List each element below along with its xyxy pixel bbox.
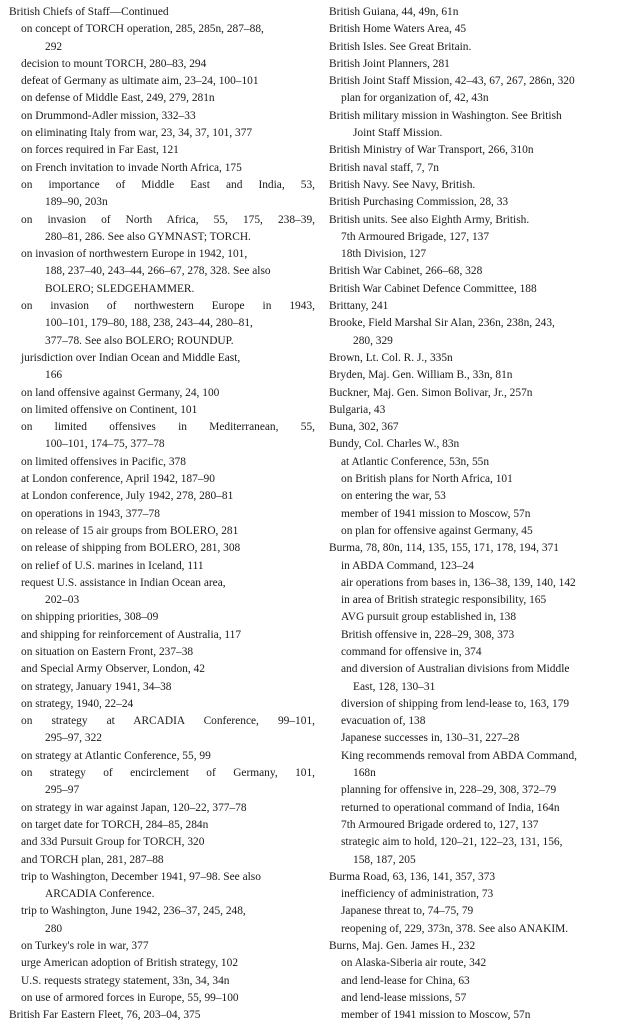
index-subentry: U.S. requests strategy statement, 33n, 34, 34n: [21, 974, 230, 987]
index-heading-entry: British War Cabinet Defence Committee, 188: [329, 282, 537, 295]
index-subentry: on limited offensives in Pacific, 378: [21, 455, 186, 468]
index-subentry: on Turkey's role in war, 377: [21, 940, 149, 953]
index-heading-entry: Brown, Lt. Col. R. J., 335n: [329, 351, 453, 364]
index-heading-entry: British Home Waters Area, 45: [329, 23, 467, 36]
index-subentry: reopening of, 229, 373n, 378. See also ANAKIM.: [341, 922, 569, 935]
index-subentry: on situation on Eastern Front, 237–38: [21, 645, 194, 658]
index-subentry: on strategy of encirclement of Germany, 101,: [21, 767, 315, 780]
index-subentry: on invasion of northwestern Europe in 1943,: [21, 300, 315, 313]
index-heading-entry: Buckner, Maj. Gen. Simon Bolivar, Jr., 257n: [329, 386, 533, 399]
index-subentry: evacuation of, 138: [341, 715, 426, 728]
index-subentry: on strategy at ARCADIA Conference, 99–101,: [21, 715, 315, 728]
index-subentry: defeat of Germany as ultimate aim, 23–24, 100–101: [21, 75, 259, 88]
index-subentry: Joint Staff Mission.: [353, 127, 443, 140]
index-subentry: BOLERO; SLEDGEHAMMER.: [45, 282, 195, 295]
index-subentry: at London conference, April 1942, 187–90: [21, 473, 215, 486]
index-heading-entry: British Joint Planners, 281: [329, 57, 450, 70]
index-subentry: trip to Washington, June 1942, 236–37, 245, 248,: [21, 905, 246, 918]
index-heading-entry: Brittany, 241: [329, 300, 389, 313]
index-subentry: 166: [45, 369, 63, 382]
index-subentry: on shipping priorities, 308–09: [21, 611, 159, 624]
index-subentry: trip to Washington, December 1941, 97–98. See also: [21, 870, 261, 883]
index-subentry: on strategy at Atlantic Conference, 55, 99: [21, 749, 211, 762]
index-subentry: on importance of Middle East and India, 53,: [21, 178, 315, 191]
index-subentry: air operations from bases in, 136–38, 139, 140, 142: [341, 576, 576, 589]
index-subentry: jurisdiction over Indian Ocean and Middle East,: [21, 351, 241, 364]
index-heading-entry: British Purchasing Commission, 28, 33: [329, 196, 509, 209]
index-heading-entry: Bundy, Col. Charles W., 83n: [329, 438, 460, 451]
index-subentry: and lend-lease missions, 57: [341, 991, 467, 1004]
index-subentry: on defense of Middle East, 249, 279, 281n: [21, 92, 215, 105]
index-heading-entry: British Far Eastern Fleet, 76, 203–04, 375: [9, 1009, 201, 1022]
index-heading-entry: Buna, 302, 367: [329, 421, 399, 434]
index-subentry: inefficiency of administration, 73: [341, 888, 494, 901]
index-subentry: urge American adoption of British strategy, 102: [21, 957, 239, 970]
index-heading-entry: Burma Road, 63, 136, 141, 357, 373: [329, 870, 496, 883]
index-subentry: on Alaska-Siberia air route, 342: [341, 957, 487, 970]
index-subentry: on forces required in Far East, 121: [21, 144, 179, 157]
index-subentry: 7th Armoured Brigade, 127, 137: [341, 230, 490, 243]
index-subentry: decision to mount TORCH, 280–83, 294: [21, 57, 207, 70]
index-subentry: returned to operational command of India, 164n: [341, 801, 560, 814]
index-subentry: in ABDA Command, 123–24: [341, 559, 474, 572]
index-subentry: member of 1941 mission to Moscow, 57n: [341, 1009, 531, 1022]
index-subentry: on invasion of northwestern Europe in 1942, 101,: [21, 248, 248, 261]
index-heading-entry: British Chiefs of Staff—Continued: [9, 6, 169, 18]
index-subentry: on Drummond-Adler mission, 332–33: [21, 109, 196, 122]
index-subentry: at London conference, July 1942, 278, 280–81: [21, 490, 234, 503]
index-heading-entry: Burns, Maj. Gen. James H., 232: [329, 940, 476, 953]
index-subentry: on invasion of North Africa, 55, 175, 238–39,: [21, 213, 315, 226]
index-heading-entry: Bryden, Maj. Gen. William B., 33n, 81n: [329, 369, 513, 382]
index-heading-entry: Burma, 78, 80n, 114, 135, 155, 171, 178, 194, 371: [329, 542, 559, 555]
index-subentry: 295–97, 322: [45, 732, 102, 745]
index-heading-entry: Bulgaria, 43: [329, 403, 386, 416]
index-heading-entry: British Guiana, 44, 49n, 61n: [329, 6, 459, 18]
index-subentry: AVG pursuit group established in, 138: [341, 611, 517, 624]
index-subentry: and shipping for reinforcement of Australia, 117: [21, 628, 242, 641]
index-subentry: plan for organization of, 42, 43n: [341, 92, 489, 105]
index-subentry: on eliminating Italy from war, 23, 34, 37, 101, 377: [21, 127, 253, 140]
index-subentry: 188, 237–40, 243–44, 266–67, 278, 328. See also: [45, 265, 271, 278]
index-heading-entry: Brooke, Field Marshal Sir Alan, 236n, 238n, 243,: [329, 317, 555, 330]
index-subentry: Japanese threat to, 74–75, 79: [341, 905, 474, 918]
index-heading-entry: British military mission in Washington. See British: [329, 109, 562, 122]
index-subentry: on release of shipping from BOLERO, 281, 308: [21, 542, 241, 555]
index-heading-entry: British War Cabinet, 266–68, 328: [329, 265, 483, 278]
index-subentry: Japanese successes in, 130–31, 227–28: [341, 732, 520, 745]
index-heading-entry: British Joint Staff Mission, 42–43, 67, 267, 286n, 320: [329, 75, 575, 88]
index-subentry: request U.S. assistance in Indian Ocean area,: [21, 576, 226, 589]
index-subentry: on release of 15 air groups from BOLERO, 281: [21, 524, 239, 537]
index-subentry: 100–101, 174–75, 377–78: [45, 438, 165, 451]
index-subentry: in area of British strategic responsibility, 165: [341, 594, 547, 607]
index-subentry: member of 1941 mission to Moscow, 57n: [341, 507, 531, 520]
index-subentry: 168n: [353, 767, 376, 780]
index-subentry: ARCADIA Conference.: [45, 888, 155, 901]
index-subentry: and diversion of Australian divisions from Middle: [341, 663, 570, 676]
index-subentry: 280: [45, 922, 63, 935]
index-subentry: on land offensive against Germany, 24, 100: [21, 386, 220, 399]
index-subentry: on use of armored forces in Europe, 55, 99–100: [21, 991, 239, 1004]
index-heading-entry: British naval staff, 7, 7n: [329, 161, 439, 174]
index-subentry: 158, 187, 205: [353, 853, 416, 866]
index-subentry: 295–97: [45, 784, 80, 797]
index-subentry: on concept of TORCH operation, 285, 285n, 287–88,: [21, 23, 264, 36]
index-subentry: on target date for TORCH, 284–85, 284n: [21, 818, 209, 831]
index-heading-entry: British Ministry of War Transport, 266, 310n: [329, 144, 534, 157]
index-subentry: East, 128, 130–31: [353, 680, 436, 693]
index-subentry: on limited offensives in Mediterranean, 55,: [21, 421, 315, 434]
index-subentry: and lend-lease for China, 63: [341, 974, 470, 987]
index-subentry: on plan for offensive against Germany, 45: [341, 524, 533, 537]
index-heading-entry: British units. See also Eighth Army, British.: [329, 213, 530, 226]
index-subentry: strategic aim to hold, 120–21, 122–23, 131, 156,: [341, 836, 563, 849]
index-subentry: command for offensive in, 374: [341, 645, 482, 658]
index-subentry: on relief of U.S. marines in Iceland, 111: [21, 559, 204, 572]
index-subentry: at Atlantic Conference, 53n, 55n: [341, 455, 490, 468]
index-subentry: on strategy, 1940, 22–24: [21, 697, 134, 710]
index-column-right: [329, 4, 635, 1025]
index-subentry: on entering the war, 53: [341, 490, 446, 503]
index-subentry: 18th Division, 127: [341, 248, 427, 261]
index-subentry: 377–78. See also BOLERO; ROUNDUP.: [45, 334, 234, 347]
index-subentry: on French invitation to invade North Africa, 175: [21, 161, 242, 174]
index-subentry: on strategy, January 1941, 34–38: [21, 680, 172, 693]
index-subentry: and TORCH plan, 281, 287–88: [21, 853, 164, 866]
index-subentry: British offensive in, 228–29, 308, 373: [341, 628, 515, 641]
index-subentry: on British plans for North Africa, 101: [341, 473, 513, 486]
index-subentry: 202–03: [45, 594, 80, 607]
index-subentry: King recommends removal from ABDA Command,: [341, 749, 578, 762]
index-subentry: 280, 329: [353, 334, 393, 347]
index-subentry: on operations in 1943, 377–78: [21, 507, 160, 520]
index-subentry: on limited offensive on Continent, 101: [21, 403, 198, 416]
index-subentry: and 33d Pursuit Group for TORCH, 320: [21, 836, 205, 849]
index-subentry: 189–90, 203n: [45, 196, 108, 209]
index-subentry: on strategy in war against Japan, 120–22, 377–78: [21, 801, 247, 814]
index-subentry: 7th Armoured Brigade ordered to, 127, 137: [341, 818, 539, 831]
index-subentry: diversion of shipping from lend-lease to, 163, 179: [341, 697, 570, 710]
index-subentry: 100–101, 179–80, 188, 238, 243–44, 280–81,: [45, 317, 253, 330]
index-subentry: 292: [45, 40, 63, 53]
index-column-left: [9, 4, 315, 1025]
index-subentry: and Special Army Observer, London, 42: [21, 663, 205, 676]
index-heading-entry: British Navy. See Navy, British.: [329, 178, 476, 191]
index-subentry: 280–81, 286. See also GYMNAST; TORCH.: [45, 230, 251, 243]
index-subentry: planning for offensive in, 228–29, 308, 372–79: [341, 784, 557, 797]
index-heading-entry: British Isles. See Great Britain.: [329, 40, 472, 53]
